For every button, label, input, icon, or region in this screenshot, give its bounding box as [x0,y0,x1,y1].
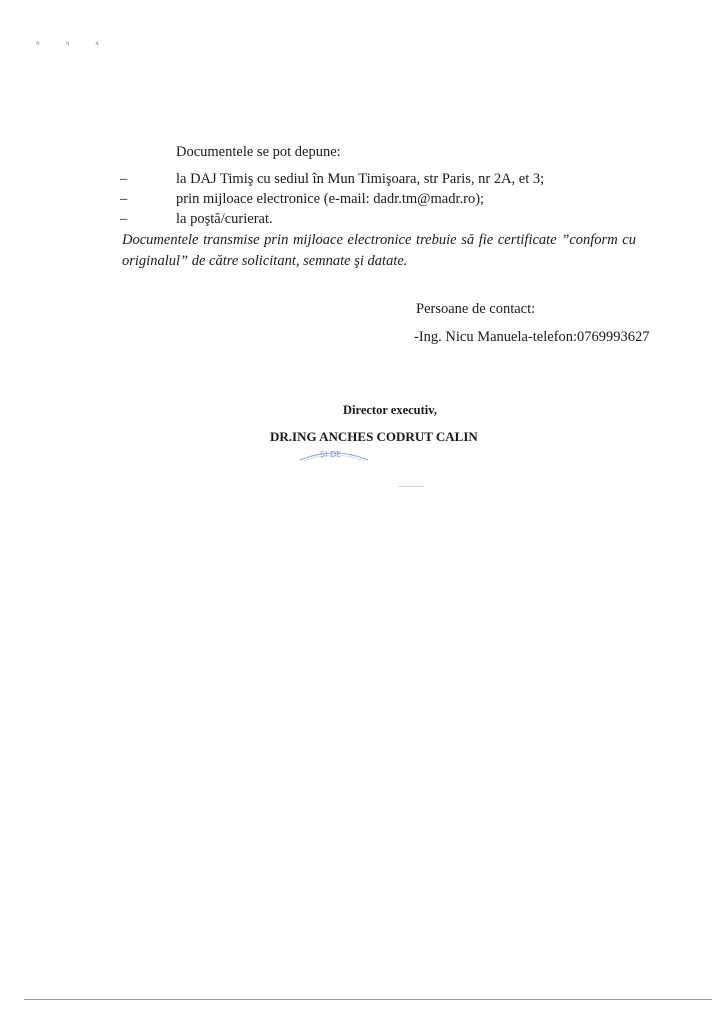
director-name: DR.ING ANCHES CODRUT CALIN [270,429,478,444]
list-dash: – [120,171,128,187]
contact-title: Persoane de contact: [416,301,536,317]
stamp-text: ȘI DE [320,450,342,459]
list-item-text: la DAJ Timiş cu sediul în Mun Timişoara, str Paris, nr 2A, et 3; [176,171,545,187]
header-scan-marks: ᴺ ᴺ ᴬ [36,40,111,49]
submission-intro: Documentele se pot depune: [176,144,341,160]
page-bottom-rule [24,999,712,1000]
contact-person: -Ing. Nicu Manuela-telefon:0769993627 [414,329,650,345]
divider [398,486,424,487]
stamp-seal [298,444,370,462]
director-title: Director executiv, [343,403,437,417]
list-dash: – [120,191,128,207]
certification-note: Documentele transmise prin mijloace electronice trebuie să fie certificate ”conform cu originalul” de către solicitant, semnate şi datate. [122,232,636,269]
list-item-text: prin mijloace electronice (e-mail: dadr.tm@madr.ro); [176,191,485,207]
list-item-text: la poştă/curierat. [176,211,273,227]
list-dash: – [120,211,128,227]
